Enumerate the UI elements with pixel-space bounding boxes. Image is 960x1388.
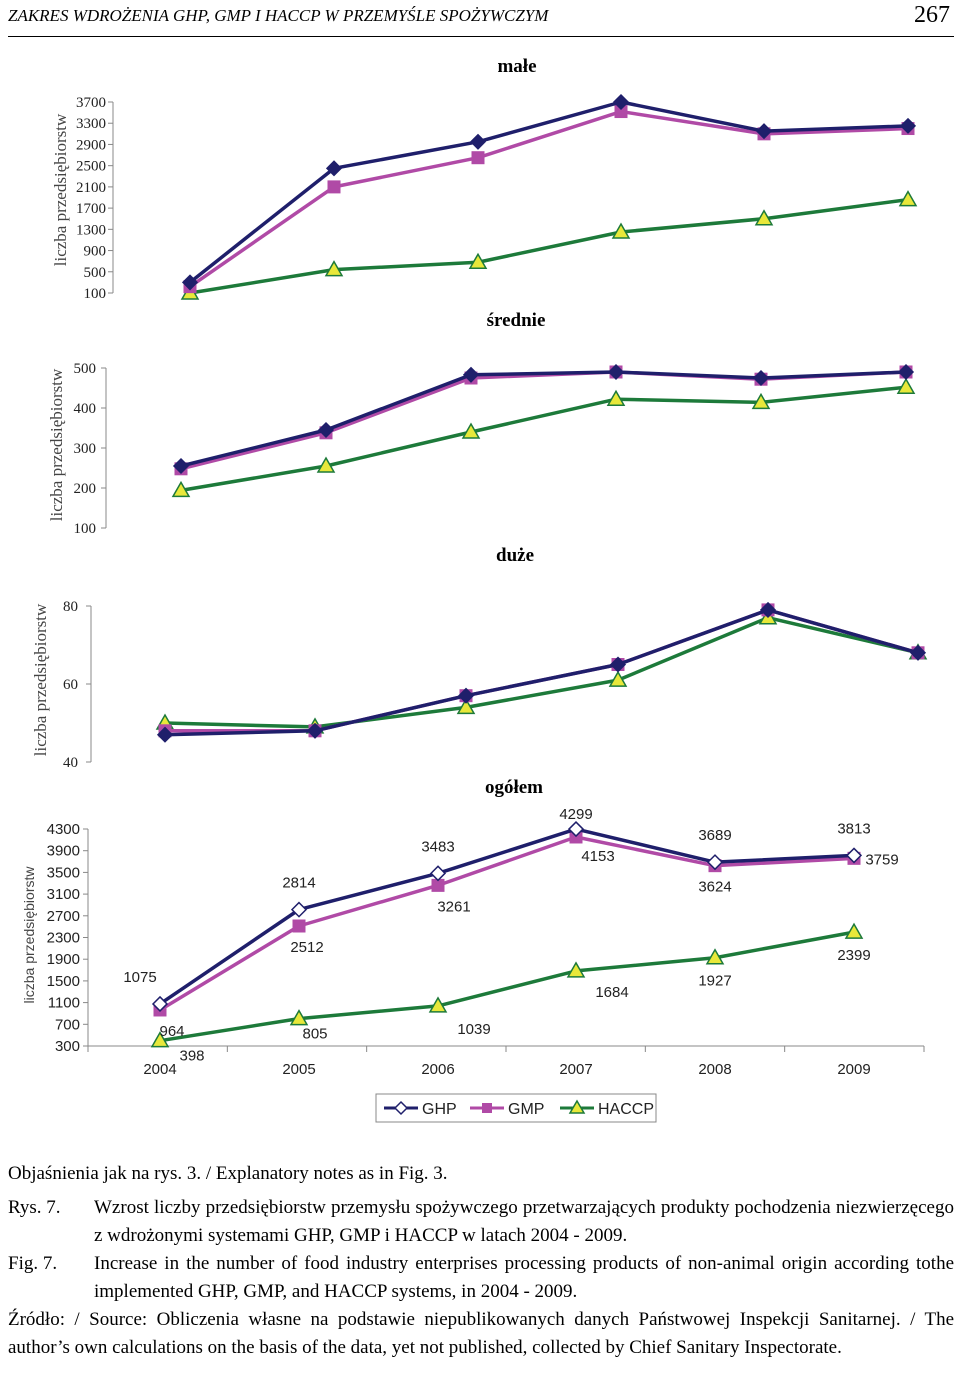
caption-rys <box>8 1194 954 1250</box>
y-tick-label: 2100 <box>76 179 106 196</box>
chart-title: duże <box>496 545 534 566</box>
marker-ghp <box>431 866 445 880</box>
fig-text: Increase in the number of food industry enterprises processing products of non-animal origin according tothe implemented GHP, GMP, and HACCP systems, in 2004 - 2009. <box>94 1253 954 1302</box>
marker-gmp <box>293 920 305 932</box>
y-axis-label: liczba przedsiębiorstw <box>21 866 37 1004</box>
legend-label: GHP <box>422 1101 457 1118</box>
chart-srednie <box>47 310 914 537</box>
marker-haccp <box>846 924 862 938</box>
data-label-gmp: 964 <box>159 1022 185 1040</box>
chart-male <box>51 56 916 302</box>
legend-label: HACCP <box>598 1101 655 1118</box>
x-tick-label: 2006 <box>421 1061 455 1078</box>
series-line-ghp <box>190 102 908 282</box>
y-axis-label: liczba przedsiębiorstw <box>31 603 50 757</box>
legend <box>376 1094 656 1122</box>
marker-gmp <box>472 152 484 164</box>
caption-fig <box>8 1250 954 1306</box>
chart-title: małe <box>497 56 537 77</box>
data-label-ghp: 3813 <box>837 820 871 838</box>
series-line-gmp <box>181 372 906 469</box>
marker-ghp <box>471 135 485 149</box>
y-tick-label: 2500 <box>76 158 106 175</box>
data-label-gmp: 3624 <box>698 878 732 896</box>
y-tick-label: 3100 <box>46 886 80 904</box>
x-tick-label: 2004 <box>143 1061 177 1078</box>
data-label-gmp: 3759 <box>865 851 899 869</box>
source-note: Źródło: / Source: Obliczenia własne na podstawie niepublikowanych danych Państwowej Inspekcji Sanitarnej. / The author’s own calculations on the basis of the data, yet not published, collected by Chief Sanitary Inspectorate. <box>8 1309 954 1358</box>
y-tick-label: 1900 <box>46 951 80 969</box>
y-tick-label: 4300 <box>46 821 80 838</box>
y-tick-label: 3900 <box>46 842 80 860</box>
chart-duze <box>31 545 926 771</box>
series-line-ghp <box>165 610 918 735</box>
data-label-haccp: 1684 <box>595 983 629 1001</box>
y-tick-label: 200 <box>73 481 96 497</box>
data-label-ghp: 3689 <box>698 827 732 845</box>
y-tick-label: 2700 <box>46 907 80 925</box>
y-tick-label: 300 <box>54 1038 80 1055</box>
y-tick-label: 40 <box>63 755 78 771</box>
y-tick-label: 100 <box>83 286 106 302</box>
y-axis-label: liczba przedsiębiorstw <box>51 113 70 267</box>
data-label-gmp: 2512 <box>290 938 324 956</box>
series-line-haccp <box>165 618 918 727</box>
y-tick-label: 700 <box>54 1016 80 1034</box>
y-tick-label: 400 <box>73 401 96 417</box>
y-tick-label: 500 <box>73 361 96 377</box>
y-tick-label: 3700 <box>76 95 106 111</box>
y-tick-label: 3300 <box>76 116 106 133</box>
data-label-haccp: 1927 <box>698 972 732 990</box>
chart-title: średnie <box>486 310 546 331</box>
y-tick-label: 500 <box>83 264 106 281</box>
series-line-ghp <box>160 829 854 1004</box>
chart-ogolem <box>21 777 924 1078</box>
rys-label: Rys. 7. <box>8 1197 61 1218</box>
y-tick-label: 2900 <box>76 137 106 154</box>
y-tick-label: 300 <box>73 441 96 457</box>
series-line-gmp <box>160 837 854 1010</box>
data-label-ghp: 1075 <box>123 968 157 986</box>
y-tick-label: 60 <box>63 677 78 693</box>
y-axis-label: liczba przedsiębiorstw <box>47 368 66 522</box>
y-tick-label: 1700 <box>76 201 106 218</box>
y-tick-label: 1500 <box>46 972 80 990</box>
marker-gmp <box>328 181 340 193</box>
x-tick-label: 2007 <box>559 1061 593 1078</box>
data-label-haccp: 2399 <box>837 947 871 965</box>
caption-note: Objaśnienia jak na rys. 3. / Explanatory notes as in Fig. 3. <box>8 1163 448 1184</box>
y-tick-label: 1100 <box>47 994 80 1012</box>
rys-text: Wzrost liczby przedsiębiorstw przemysłu spożywczego przetwarzających produkty pochodzenia niezwierzęcego z wdrożonymi systemami GHP, GMP i HACCP w latach 2004 - 2009. <box>94 1197 954 1246</box>
y-tick-label: 2300 <box>46 929 80 947</box>
fig-label: Fig. 7. <box>8 1253 58 1274</box>
x-tick-label: 2008 <box>698 1061 732 1078</box>
y-tick-label: 100 <box>73 521 96 537</box>
series-line-ghp <box>181 372 906 466</box>
data-label-haccp: 805 <box>302 1025 328 1043</box>
data-label-haccp: 1039 <box>457 1020 491 1038</box>
data-label-ghp: 4299 <box>559 806 593 824</box>
y-tick-label: 3500 <box>46 864 80 882</box>
chart-title: ogółem <box>484 777 544 798</box>
y-tick-label: 1300 <box>76 222 106 239</box>
legend-label: GMP <box>508 1101 545 1118</box>
running-title: ZAKRES WDROŻENIA GHP, GMP I HACCP W PRZEMYŚLE SPOŻYWCZYM <box>8 6 549 25</box>
data-label-ghp: 2814 <box>282 874 316 892</box>
page-number: 267 <box>914 2 950 28</box>
data-label-haccp: 398 <box>179 1047 205 1065</box>
data-label-ghp: 3483 <box>421 838 455 856</box>
data-label-gmp: 3261 <box>437 898 471 916</box>
x-tick-label: 2009 <box>837 1061 871 1078</box>
legend-marker-gmp <box>482 1103 492 1113</box>
data-label-gmp: 4153 <box>581 847 615 865</box>
y-tick-label: 80 <box>63 599 78 615</box>
y-tick-label: 900 <box>83 243 106 260</box>
x-tick-label: 2005 <box>282 1061 316 1078</box>
